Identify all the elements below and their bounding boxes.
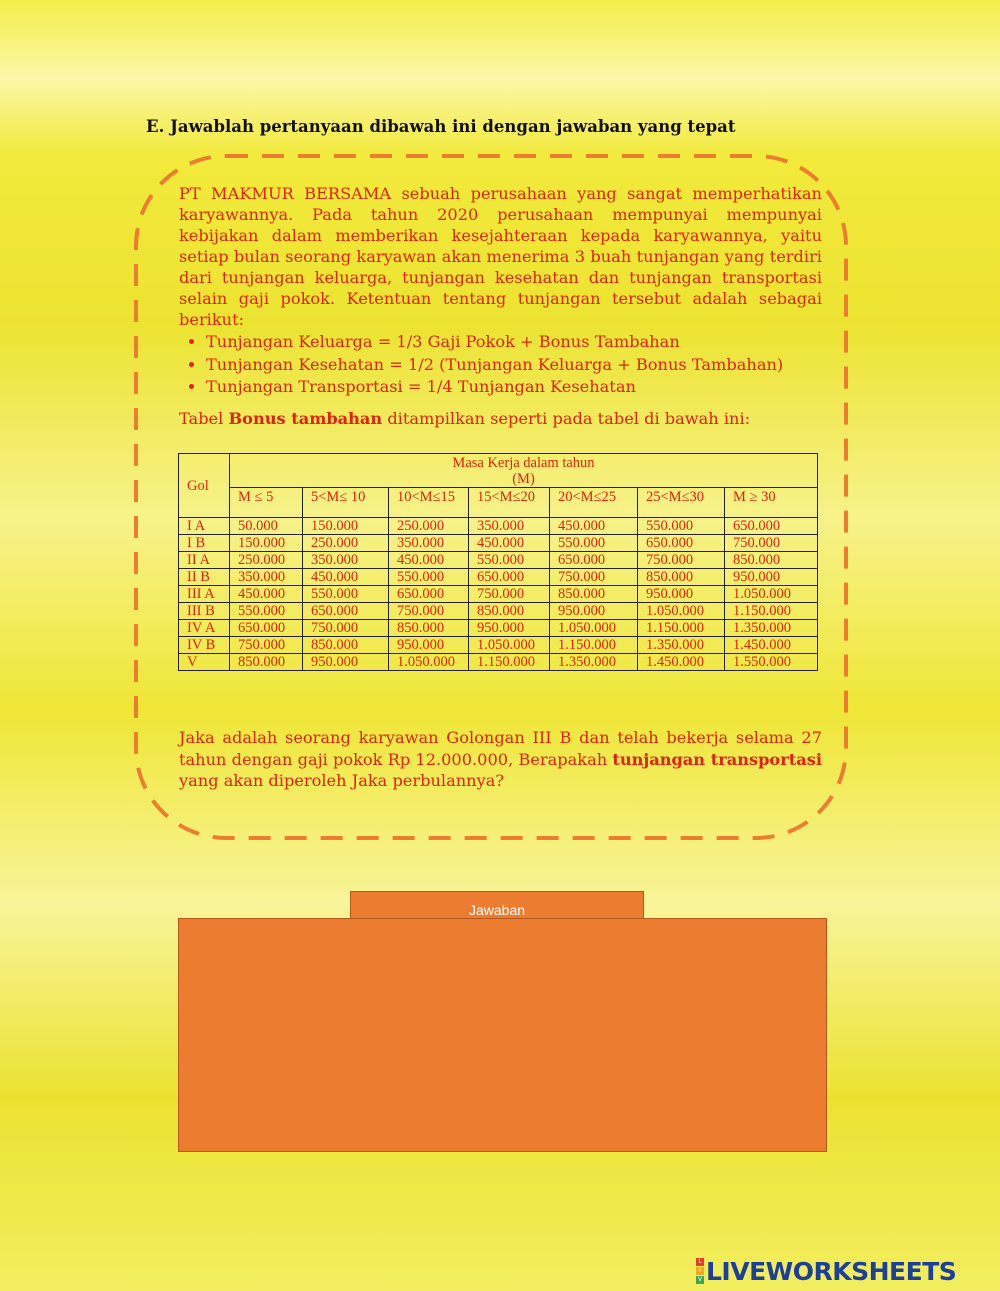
range-header: M ≤ 5 [230, 488, 303, 518]
bonus-cell: 450.000 [550, 518, 638, 535]
table-row [179, 654, 818, 671]
bonus-cell: 1.450.000 [638, 654, 725, 671]
bonus-cell: 1.050.000 [389, 654, 469, 671]
bonus-cell: 650.000 [550, 552, 638, 569]
gol-cell: II B [179, 569, 230, 586]
list-item: • Tunjangan Keluarga = 1/3 Gaji Pokok + Bonus Tambahan [206, 331, 822, 354]
bonus-cell: 750.000 [469, 586, 550, 603]
bonus-cell: 1.050.000 [725, 586, 818, 603]
bonus-cell: 1.150.000 [725, 603, 818, 620]
bonus-cell: 450.000 [303, 569, 389, 586]
list-item: • Tunjangan Kesehatan = 1/2 (Tunjangan Keluarga + Bonus Tambahan) [206, 354, 822, 377]
bonus-cell: 850.000 [469, 603, 550, 620]
table-row [179, 620, 818, 637]
table-row [179, 535, 818, 552]
range-header: M ≥ 30 [725, 488, 818, 518]
bonus-cell: 1.050.000 [469, 637, 550, 654]
bonus-cell: 950.000 [389, 637, 469, 654]
bonus-cell: 650.000 [303, 603, 389, 620]
bonus-cell: 650.000 [725, 518, 818, 535]
bonus-table-body [179, 518, 818, 671]
bonus-cell: 1.150.000 [638, 620, 725, 637]
table-row [179, 586, 818, 603]
logo-letter: L [696, 1258, 704, 1266]
answer-label: Jawaban [350, 891, 644, 927]
logo-letter: I [696, 1267, 704, 1275]
bonus-cell: 550.000 [389, 569, 469, 586]
gol-cell: IV A [179, 620, 230, 637]
gol-cell: III B [179, 603, 230, 620]
bonus-cell: 750.000 [725, 535, 818, 552]
range-header: 10<M≤15 [389, 488, 469, 518]
bonus-cell: 1.150.000 [550, 637, 638, 654]
logo-letter: V [697, 1276, 703, 1283]
bonus-cell: 950.000 [303, 654, 389, 671]
bonus-cell: 250.000 [230, 552, 303, 569]
bonus-cell: 1.450.000 [725, 637, 818, 654]
question-end: yang akan diperoleh Jaka perbulannya? [179, 771, 505, 790]
bonus-cell: 650.000 [469, 569, 550, 586]
bonus-cell: 350.000 [303, 552, 389, 569]
bonus-cell: 850.000 [638, 569, 725, 586]
range-header: 25<M≤30 [638, 488, 725, 518]
bonus-cell: 150.000 [230, 535, 303, 552]
bonus-cell: 550.000 [230, 603, 303, 620]
range-header: 5<M≤ 10 [303, 488, 389, 518]
bonus-cell: 950.000 [550, 603, 638, 620]
table-row [179, 569, 818, 586]
logo-text: LIVEWORKSHEETS [706, 1256, 957, 1286]
bonus-cell: 150.000 [303, 518, 389, 535]
masa-kerja-header [230, 454, 818, 488]
bonus-cell: 450.000 [389, 552, 469, 569]
gol-header: Gol [179, 454, 230, 518]
bonus-cell: 750.000 [389, 603, 469, 620]
bonus-cell: 850.000 [230, 654, 303, 671]
bonus-cell: 750.000 [230, 637, 303, 654]
table-row [179, 603, 818, 620]
bonus-cell: 50.000 [230, 518, 303, 535]
bonus-cell: 1.350.000 [725, 620, 818, 637]
gol-cell: IV B [179, 637, 230, 654]
range-header: 20<M≤25 [550, 488, 638, 518]
bonus-cell: 250.000 [389, 518, 469, 535]
bonus-cell: 650.000 [230, 620, 303, 637]
bonus-cell: 350.000 [469, 518, 550, 535]
bonus-cell: 850.000 [303, 637, 389, 654]
bonus-cell: 650.000 [638, 535, 725, 552]
liveworksheets-logo [696, 1256, 956, 1286]
bonus-cell: 250.000 [303, 535, 389, 552]
gol-cell: I A [179, 518, 230, 535]
bonus-cell: 1.050.000 [638, 603, 725, 620]
list-item: • Tunjangan Transportasi = 1/4 Tunjangan Kesehatan [206, 376, 822, 399]
bonus-cell: 1.350.000 [638, 637, 725, 654]
intro-paragraph: PT MAKMUR BERSAMA sebuah perusahaan yang sangat memperhatikan karyawannya. Pada tahun 2020 perusahaan mempunyai mempunyai kebijakan dalam memberikan kesejahteraan kepada karyawannya, yaitu setiap bulan seorang karyawan akan menerima 3 buah tunjangan yang terdiri dari tunjangan keluarga, tunjangan kesehatan dan tunjangan transportasi selain gaji pokok. Ketentuan tentang tunjangan tersebut adalah sebagai berikut: [179, 184, 822, 329]
question-body: Jaka adalah seorang karyawan Golongan III B dan telah bekerja selama 27 tahun dengan gaji pokok Rp 12.000.000, Berapakah [179, 728, 822, 769]
bonus-cell: 750.000 [638, 552, 725, 569]
gol-cell: I B [179, 535, 230, 552]
bonus-cell: 450.000 [230, 586, 303, 603]
bonus-cell: 750.000 [303, 620, 389, 637]
bonus-cell: 350.000 [230, 569, 303, 586]
bonus-cell: 550.000 [638, 518, 725, 535]
problem-text [179, 183, 822, 429]
gol-cell: II A [179, 552, 230, 569]
bonus-cell: 750.000 [550, 569, 638, 586]
bonus-cell: 850.000 [389, 620, 469, 637]
bonus-cell: 1.550.000 [725, 654, 818, 671]
table-row [179, 637, 818, 654]
bonus-cell: 950.000 [638, 586, 725, 603]
caption-text: Tabel [179, 408, 229, 428]
bonus-table [178, 453, 818, 671]
masa-kerja-title: Masa Kerja dalam tahun [452, 455, 595, 471]
bonus-cell: 950.000 [469, 620, 550, 637]
bonus-cell: 850.000 [725, 552, 818, 569]
bonus-cell: 950.000 [725, 569, 818, 586]
masa-kerja-unit: (M) [512, 471, 535, 487]
answer-input-box[interactable] [178, 918, 827, 1152]
gol-cell: V [179, 654, 230, 671]
bonus-cell: 1.050.000 [550, 620, 638, 637]
bonus-cell: 550.000 [550, 535, 638, 552]
bonus-cell: 350.000 [389, 535, 469, 552]
gol-cell: III A [179, 586, 230, 603]
bonus-cell: 850.000 [550, 586, 638, 603]
bonus-cell: 1.350.000 [550, 654, 638, 671]
bonus-cell: 450.000 [469, 535, 550, 552]
question-bold: tunjangan transportasi [612, 749, 822, 769]
question-text [179, 727, 822, 792]
table-row [179, 518, 818, 535]
bonus-cell: 550.000 [469, 552, 550, 569]
table-row [179, 552, 818, 569]
bonus-cell: 1.150.000 [469, 654, 550, 671]
caption-text-end: ditampilkan seperti pada tabel di bawah ini: [382, 408, 751, 428]
table-caption [179, 408, 822, 429]
caption-bold: Bonus tambahan [228, 408, 383, 428]
range-header: 15<M≤20 [469, 488, 550, 518]
logo-icon [696, 1258, 704, 1284]
rules-list [179, 331, 822, 399]
bonus-cell: 550.000 [303, 586, 389, 603]
range-header-row [179, 488, 818, 518]
section-heading: E. Jawablah pertanyaan dibawah ini dengan jawaban yang tepat [146, 117, 736, 136]
bonus-cell: 650.000 [389, 586, 469, 603]
